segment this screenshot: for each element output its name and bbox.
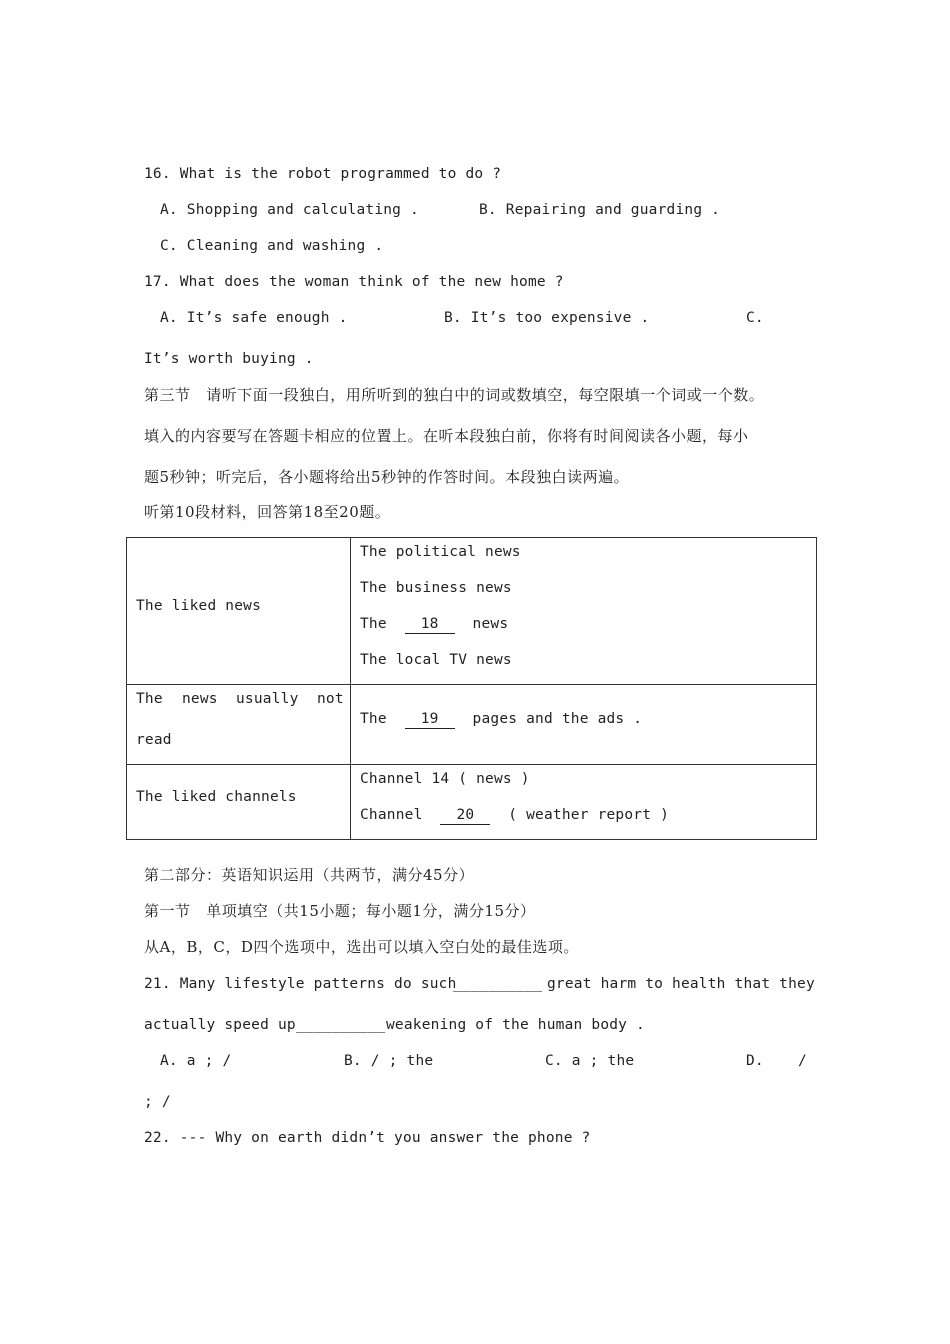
unread-pre: The [360, 711, 387, 727]
liked-channels-label: The liked channels [136, 789, 297, 805]
part2-instruction: 从A，B，C，D四个选项中，选出可以填入空白处的最佳选项。 [144, 938, 579, 956]
q21-option-d-part2: ; / [144, 1094, 171, 1110]
q21-line1-pre: 21. Many lifestyle patterns do such [144, 976, 457, 992]
liked-news-label: The liked news [136, 598, 262, 614]
liked-news-item4: The local TV news [360, 652, 512, 668]
q21-line2-post: weakening of the human body . [386, 1017, 645, 1033]
q21-line2-pre: actually speed up [144, 1017, 296, 1033]
q17-option-c-text: It’s worth buying . [144, 351, 314, 367]
section3-line1: 第三节 请听下面一段独白，用所听到的独白中的词或数填空，每空限填一个词或一个数。 [144, 386, 765, 404]
q17-question: 17. What does the woman think of the new home ? [144, 274, 564, 290]
q16-question: 16. What is the robot programmed to do ? [144, 166, 502, 182]
q16-option-c: C. Cleaning and washing . [160, 238, 384, 254]
liked-news-item1: The political news [360, 544, 521, 560]
unread-label-w1: The [136, 691, 163, 707]
q21-blank1: __________ [453, 976, 543, 992]
unread-label-w3: usually [236, 691, 299, 707]
liked-channels-item1: Channel 14 ( news ) [360, 771, 530, 787]
q21-option-b: B. / ; the [344, 1053, 434, 1069]
q17-option-a: A. It’s safe enough . [160, 310, 348, 326]
part2-title: 第二部分：英语知识运用（共两节，满分45分） [144, 866, 475, 884]
q21-blank2: __________ [296, 1017, 386, 1033]
q17-option-c-label: C. [746, 310, 764, 326]
q21-line1-post: great harm to health that they [547, 976, 815, 992]
section3-line4: 听第10段材料，回答第18至20题。 [144, 503, 391, 521]
unread-news-item [360, 709, 642, 729]
q21-option-a: A. a ; / [160, 1053, 232, 1069]
blank-18: 18 [405, 616, 455, 634]
channel-pre: Channel [360, 807, 423, 823]
blank-19: 19 [405, 711, 455, 729]
item3-post: news [472, 616, 509, 632]
unread-label-w4: not [317, 691, 344, 707]
unread-label-w2: news [182, 691, 218, 707]
q16-option-a: A. Shopping and calculating . [160, 202, 419, 218]
liked-news-item3 [360, 614, 508, 634]
table-row-liked-news [127, 538, 817, 685]
q21-option-d-part1: / [798, 1053, 807, 1069]
news-table [126, 537, 817, 840]
q21-option-c: C. a ; the [545, 1053, 635, 1069]
unread-label-w5: read [136, 732, 172, 748]
q16-option-b: B. Repairing and guarding . [479, 202, 721, 218]
channel-post: ( weather report ) [508, 807, 670, 823]
blank-20: 20 [440, 807, 490, 825]
q21-option-d-label: D. [746, 1053, 764, 1069]
q17-option-b: B. It’s too expensive . [444, 310, 650, 326]
section3-line2: 填入的内容要写在答题卡相应的位置上。在听本段独白前，你将有时间阅读各小题，每小 [144, 427, 749, 445]
liked-news-item2: The business news [360, 580, 512, 596]
section3-line3: 题5秒钟；听完后，各小题将给出5秒钟的作答时间。本段独白读两遍。 [144, 468, 630, 486]
unread-post: pages and the ads . [472, 711, 643, 727]
q22-question: 22. --- Why on earth didn’t you answer the phone ? [144, 1130, 591, 1146]
item3-pre: The [360, 616, 387, 632]
liked-channels-item2 [360, 805, 669, 825]
table-row-liked-channels [127, 765, 817, 840]
table-row-unread-news [127, 685, 817, 765]
part2-section1: 第一节 单项填空（共15小题；每小题1分，满分15分） [144, 902, 536, 920]
